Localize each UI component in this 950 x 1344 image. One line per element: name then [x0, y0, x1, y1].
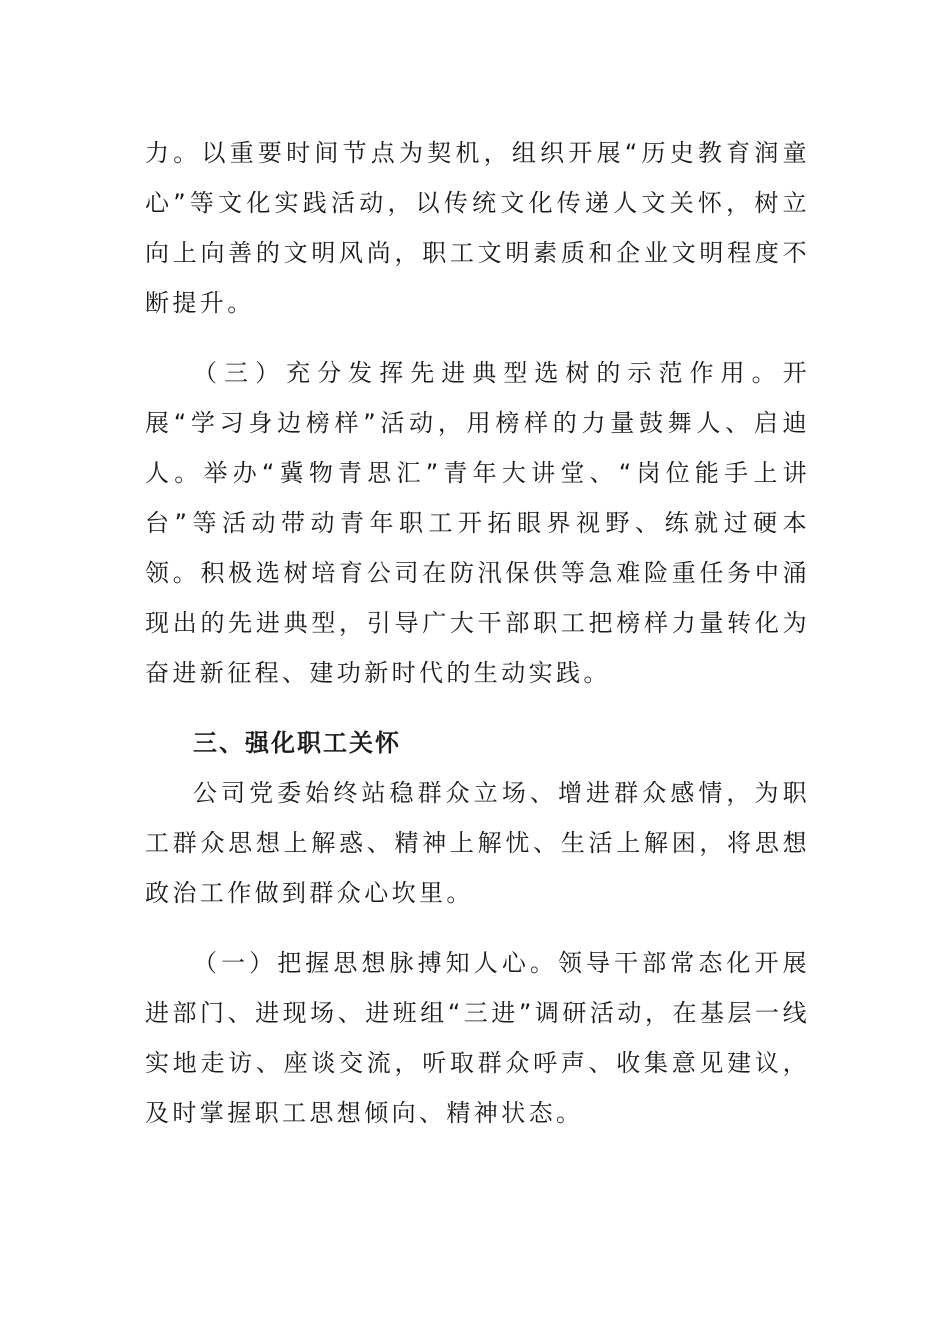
section-heading: 三、强化职工关怀 [193, 729, 401, 757]
paragraph-continuation: 力。以重要时间节点为契机，组织开展“历史教育润童心”等文化实践活动，以传统文化传递人文关怀，树立向上向善的文明风尚，职工文明素质和企业文明程度不断提升。 [145, 139, 810, 317]
paragraph-intro: 公司党委始终站稳群众立场、增进群众感情，为职工群众思想上解惑、精神上解忧、生活上解困，将思想政治工作做到群众心坎里。 [145, 779, 810, 907]
paragraph-section-three: （三）充分发挥先进典型选树的示范作用。开展“学习身边榜样”活动，用榜样的力量鼓舞人、启迪人。举办“冀物青思汇”青年大讲堂、“岗位能手上讲台”等活动带动青年职工开拓眼界视野、练就过硬本领。积极选树培育公司在防汛保供等急难险重任务中涌现出的先进典型，引导广大干部职工把榜样力量转化为奋进新征程、建功新时代的生动实践。 [145, 359, 810, 687]
document-body [145, 128, 810, 1138]
paragraph-section-one: （一）把握思想脉搏知人心。领导干部常态化开展进部门、进现场、进班组“三进”调研活动，在基层一线实地走访、座谈交流，听取群众呼声、收集意见建议，及时掌握职工思想倾向、精神状态。 [145, 949, 810, 1127]
